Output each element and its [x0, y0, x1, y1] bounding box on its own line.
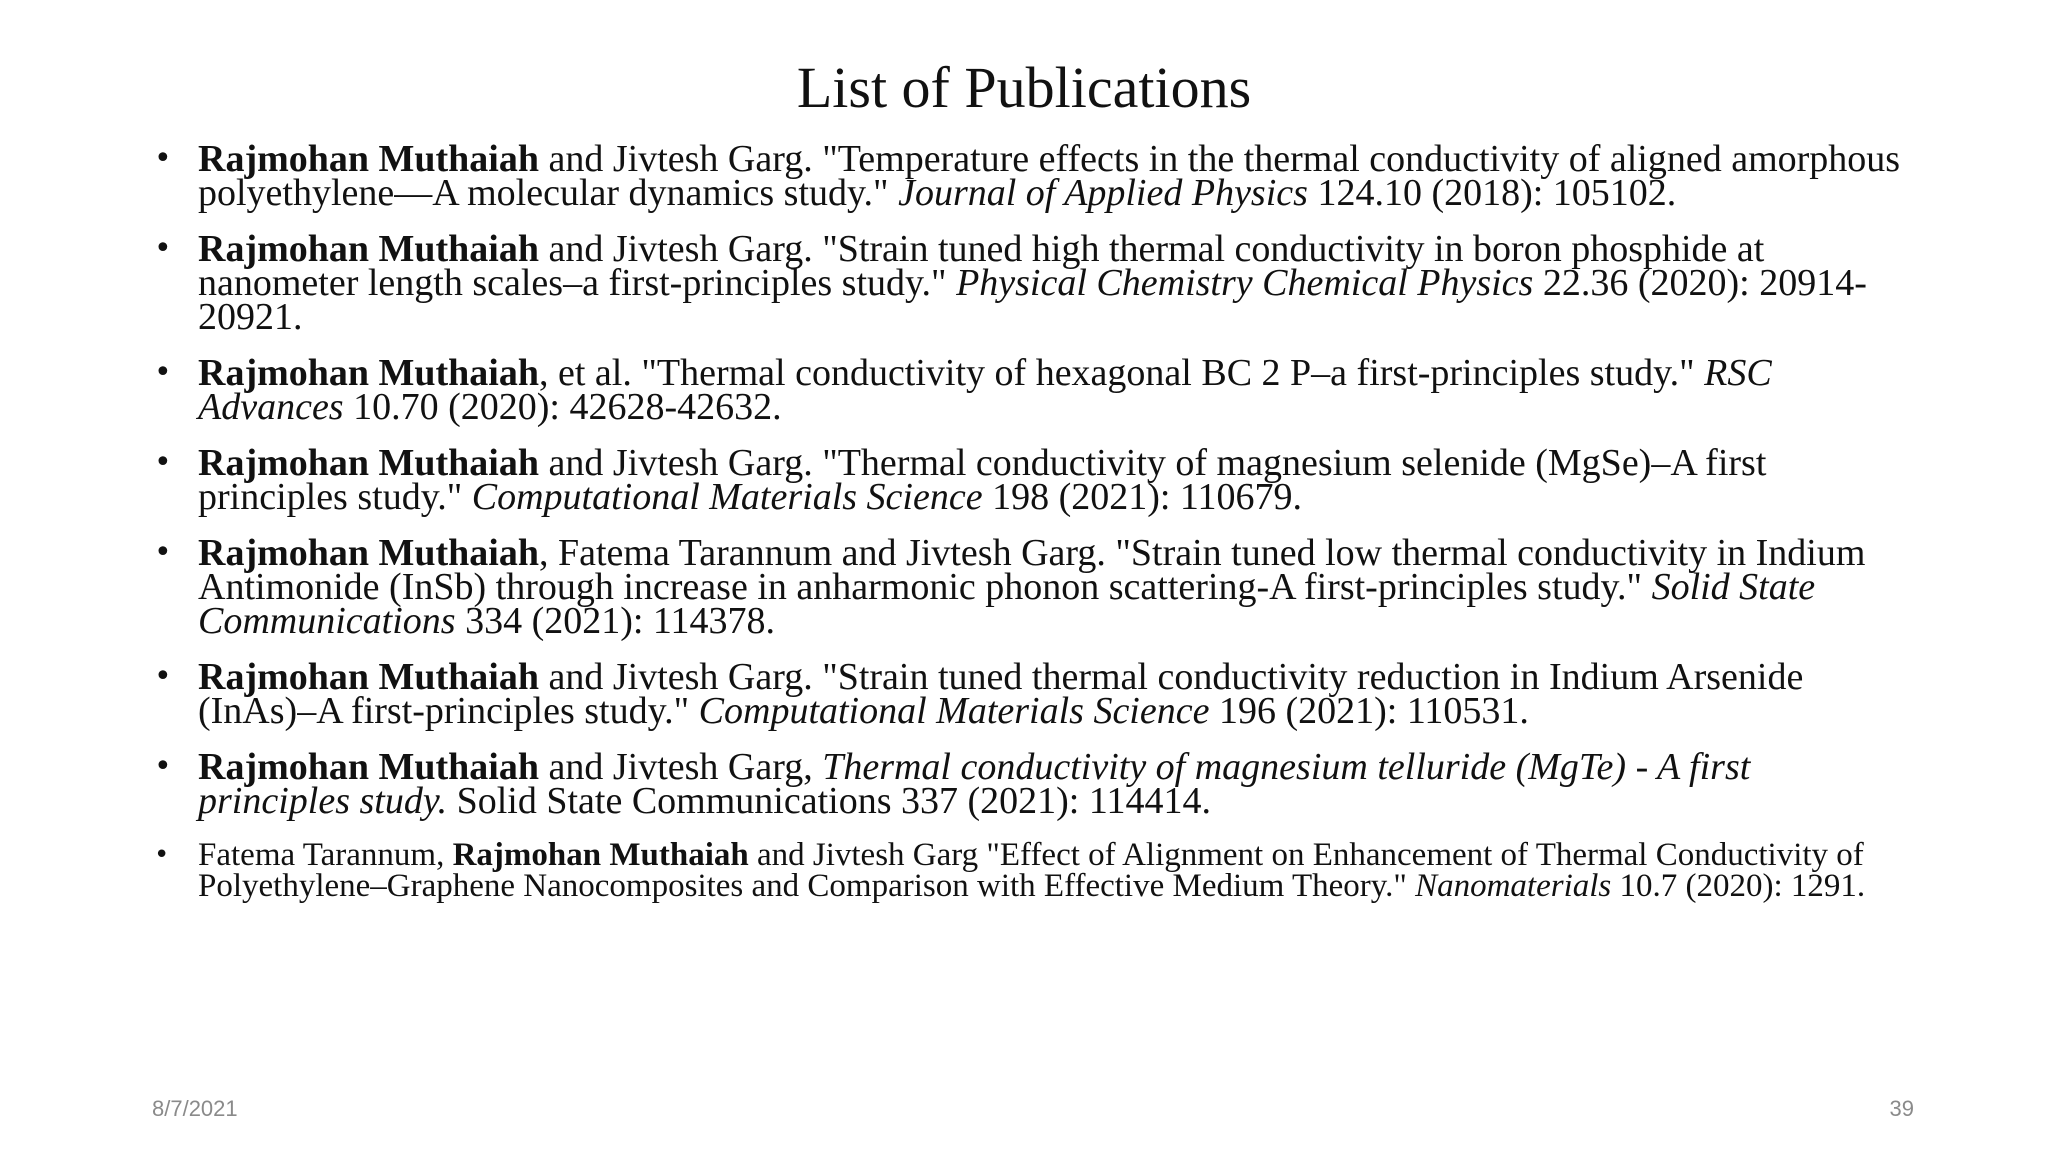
bullet-icon: •: [154, 535, 172, 570]
publication-item: [150, 228, 1910, 338]
pub-author: Rajmohan Muthaiah: [198, 138, 539, 180]
pub-journal: Solid State Communications: [198, 566, 1816, 642]
bullet-icon: •: [154, 749, 172, 784]
pub-journal: Computational Materials Science: [471, 476, 983, 518]
pub-author: Rajmohan Muthaiah: [198, 532, 539, 574]
pub-title: and Jivtesh Garg. "Temperature effects in the thermal conductivity of aligned amorphous polyethylene—A molecular dynamics study.": [198, 138, 1901, 214]
pub-citation: 196 (2021): 110531.: [1209, 690, 1529, 732]
pub-author: Rajmohan Muthaiah: [198, 352, 539, 394]
slide-title: List of Publications: [796, 55, 1252, 120]
pub-lead: Fatema Tarannum,: [198, 837, 453, 873]
pub-title: and Jivtesh Garg. "Strain tuned high thermal conductivity in boron phosphide at nanometer length scales–a first-principles study.": [198, 228, 1765, 304]
pub-citation: 124.10 (2018): 105102.: [1307, 172, 1677, 214]
bullet-icon: •: [154, 840, 170, 870]
pub-journal: Thermal conductivity of magnesium telluride (MgTe) - A first principles study.: [198, 746, 1751, 822]
pub-journal: Computational Materials Science: [698, 690, 1210, 732]
pub-journal: Physical Chemistry Chemical Physics: [956, 262, 1534, 304]
pub-citation: 198 (2021): 110679.: [982, 476, 1303, 518]
pub-author: Rajmohan Muthaiah: [452, 837, 749, 873]
bullet-icon: •: [154, 659, 172, 694]
pub-citation: 10.70 (2020): 42628-42632.: [343, 386, 782, 428]
publication-item: [150, 532, 1910, 642]
pub-title: and Jivtesh Garg "Effect of Alignment on Enhancement of Thermal Conductivity of Polyethylene–Graphene Nanocomposites and Comparison with Effective Medium Theory.": [198, 837, 1864, 904]
pub-author: Rajmohan Muthaiah: [198, 228, 539, 270]
pub-citation: 22.36 (2020): 20914-20921.: [198, 262, 1867, 338]
bullet-icon: •: [154, 445, 172, 480]
publication-item: [150, 442, 1910, 518]
bullet-icon: •: [154, 231, 172, 266]
pub-title: and Jivtesh Garg. "Strain tuned thermal conductivity reduction in Indium Arsenide (InAs)–A first-principles study.": [198, 656, 1804, 732]
pub-author: Rajmohan Muthaiah: [198, 746, 539, 788]
pub-journal: Journal of Applied Physics: [898, 172, 1308, 214]
pub-author: Rajmohan Muthaiah: [198, 656, 539, 698]
publication-item: [150, 352, 1910, 428]
pub-citation: Solid State Communications 337 (2021): 114414.: [447, 780, 1211, 822]
pub-citation: 10.7 (2020): 1291.: [1611, 868, 1866, 904]
publication-item: [150, 837, 1910, 904]
slide-date: 8/7/2021: [152, 1096, 238, 1121]
pub-author: Rajmohan Muthaiah: [198, 442, 539, 484]
publication-item: [150, 138, 1910, 214]
pub-title: , Fatema Tarannum and Jivtesh Garg. "Strain tuned low thermal conductivity in Indium Antimonide (InSb) through increase in anharmonic phonon scattering-A first-principles study.": [198, 532, 1866, 608]
publication-item: [150, 746, 1910, 822]
pub-title: , et al. "Thermal conductivity of hexagonal BC 2 P–a first-principles study.": [539, 352, 1705, 394]
slide-page-number: 39: [1889, 1096, 1914, 1121]
bullet-icon: •: [154, 355, 172, 390]
pub-citation: 334 (2021): 114378.: [455, 600, 776, 642]
pub-title: and Jivtesh Garg,: [539, 746, 823, 788]
pub-journal: RSC Advances: [198, 352, 1772, 428]
pub-journal: Nanomaterials: [1415, 868, 1612, 904]
pub-title: and Jivtesh Garg. "Thermal conductivity of magnesium selenide (MgSe)–A first principles study.": [198, 442, 1767, 518]
bullet-icon: •: [154, 141, 172, 176]
publication-list: [150, 138, 1910, 924]
publication-item: [150, 656, 1910, 732]
